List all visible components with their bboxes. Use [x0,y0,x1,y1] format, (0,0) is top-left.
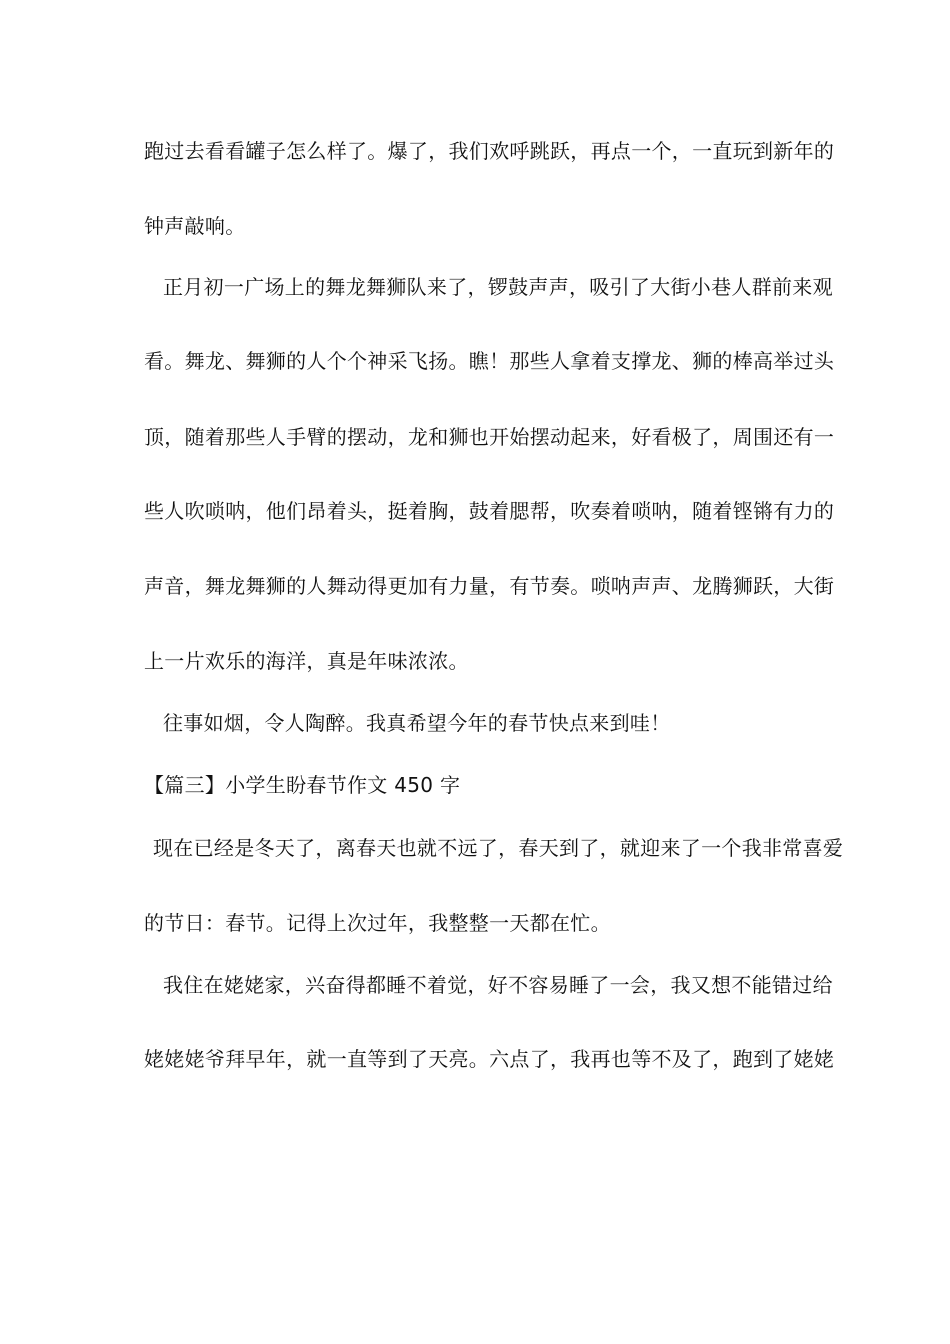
paragraph-line: 看。舞龙、舞狮的人个个神采飞扬。瞧！那些人拿着支撑龙、狮的棒高举过头 [144,349,835,373]
paragraph-line: 钟声敲响。 [144,214,246,238]
paragraph-line: 正月初一广场上的舞龙舞狮队来了，锣鼓声声，吸引了大街小巷人群前来观 [163,275,833,299]
paragraph-line: 往事如烟，令人陶醉。我真希望今年的春节快点来到哇！ [163,711,671,735]
section-heading: 【篇三】小学生盼春节作文 450 字 [144,773,461,797]
paragraph-line: 我住在姥姥家，兴奋得都睡不着觉，好不容易睡了一会，我又想不能错过给 [163,973,833,997]
paragraph-line: 跑过去看看罐子怎么样了。爆了，我们欢呼跳跃，再点一个，一直玩到新年的 [144,139,835,163]
paragraph-line: 的节日：春节。记得上次过年，我整整一天都在忙。 [144,911,611,935]
paragraph-line: 现在已经是冬天了，离春天也就不远了，春天到了，就迎来了一个我非常喜爱 [153,836,844,860]
paragraph-line: 声音，舞龙舞狮的人舞动得更加有力量，有节奏。唢呐声声、龙腾狮跃，大街 [144,574,835,598]
paragraph-line: 姥姥姥爷拜早年，就一直等到了天亮。六点了，我再也等不及了，跑到了姥姥 [144,1047,835,1071]
paragraph-line: 些人吹唢呐，他们昂着头，挺着胸，鼓着腮帮，吹奏着唢呐，随着铿锵有力的 [144,499,835,523]
paragraph-line: 顶，随着那些人手臂的摆动，龙和狮也开始摆动起来，好看极了，周围还有一 [144,425,835,449]
paragraph-line: 上一片欢乐的海洋，真是年味浓浓。 [144,649,469,673]
